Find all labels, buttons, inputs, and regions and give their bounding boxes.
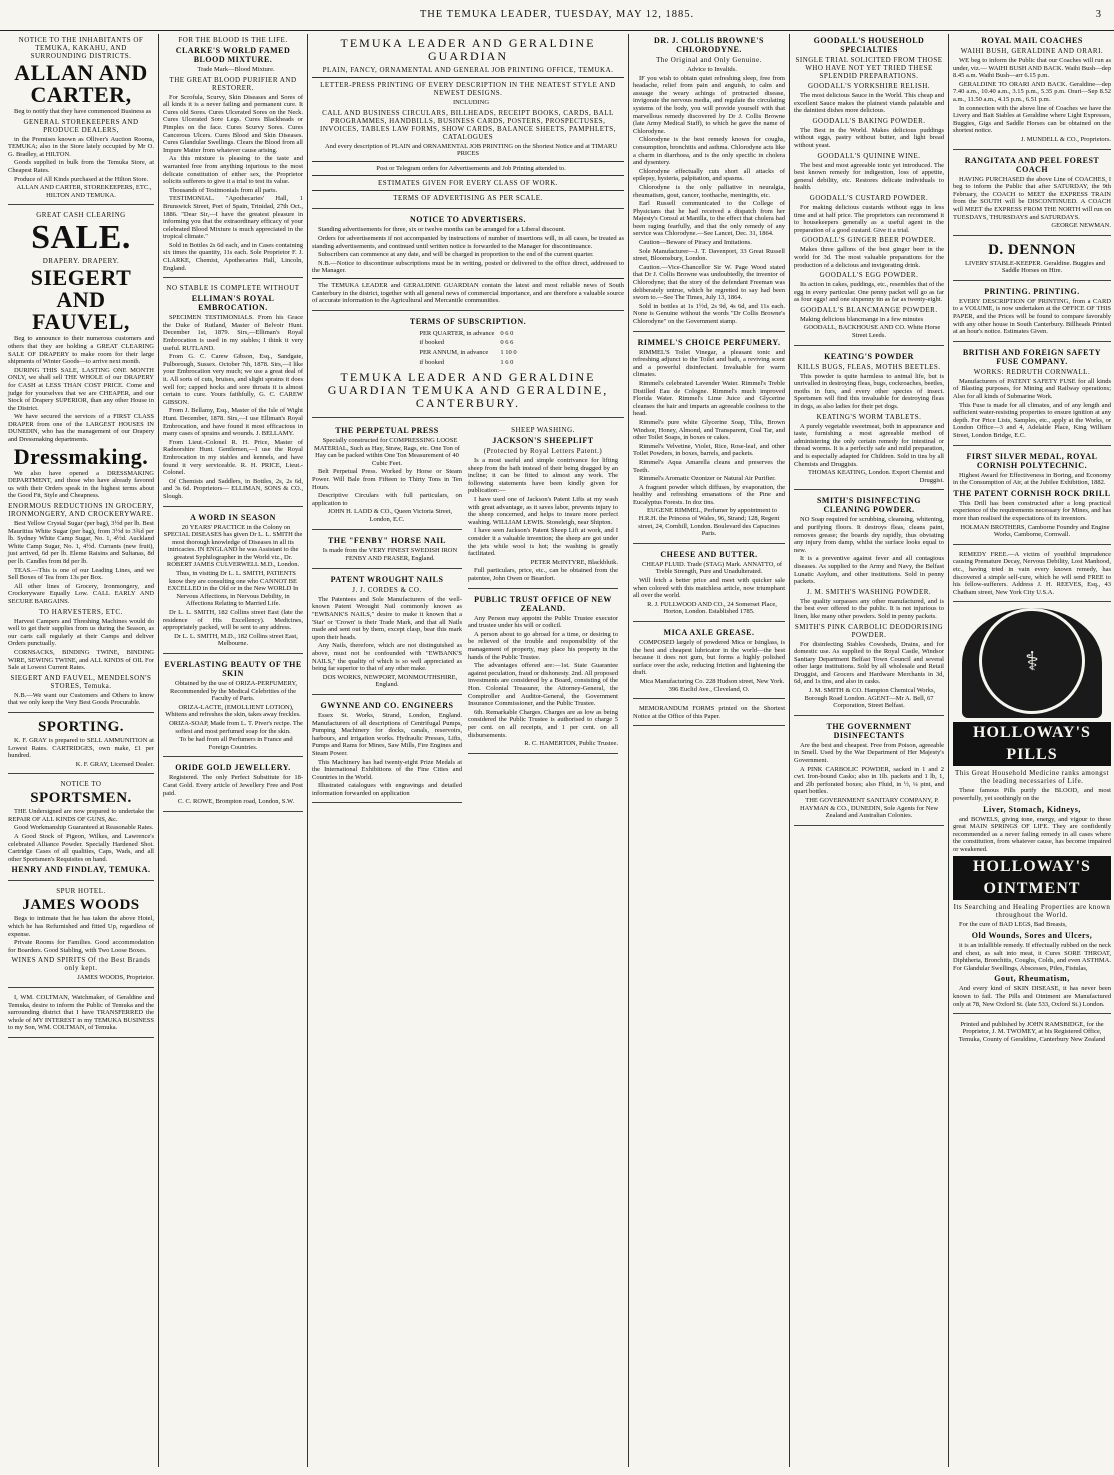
- ad-text: and BOWELS, giving tone, energy, and vigour to these great MAIN SPRINGS OF LIFE. They are confidently recommended as a never failing remedy in all cases where the constitution, from whatever cause, has become impaired or weakened.: [953, 815, 1111, 853]
- ad-text: For the cure of BAD LEGS, Bad Breasts,: [959, 921, 1067, 929]
- ad-text: ORIZA-LACTE, (EMOLLIENT LOTION), Whitens and refreshes the skin, takes away freckles.: [165, 703, 301, 719]
- clearing-sale-ad: [8, 211, 154, 713]
- ad-title: HOLLOWAY'S PILLS: [953, 722, 1111, 766]
- ad-text: Any Person may appoint the Public Trustee executor and trustee under his will or codicil.: [468, 614, 618, 630]
- ad-text: Chlorodyne effectually cuts short all attacks of epilepsy, hysteria, palpitation, and spasms.: [633, 167, 785, 183]
- rangitata-coach-ad: [953, 156, 1111, 236]
- chlorodyne-ad: [633, 36, 785, 332]
- allan-carter-ad: [8, 36, 154, 205]
- table-cell: PER ANNUM, in advance: [419, 348, 489, 356]
- ad-signature: HENRY AND FINDLAY, TEMUKA.: [11, 865, 151, 875]
- ad-text: LIVERY STABLE-KEEPER. Geraldine. Buggies and Saddle Horses on Hire.: [964, 259, 1106, 275]
- remedy-free-ad: [953, 551, 1111, 603]
- divider: [312, 278, 624, 279]
- ad-text: Illustrated catalogues with engravings and detailed information forwarded on application: [312, 782, 462, 797]
- ad-subheading: ESTIMATES GIVEN FOR EVERY CLASS OF WORK.: [377, 179, 559, 188]
- ad-text: Its action in cakes, puddings, etc., resembles that of the egg in every particular. One penny packet will go as far as four eggs! and one sixpenny tin as far as twenty-eight.: [794, 281, 944, 304]
- ad-subheading: This Great Household Medicine ranks amongst the leading necessaries of Life.: [955, 769, 1109, 786]
- ad-text: The Best in the World. Makes delicious puddings without eggs, pastry without butter, and light bread without yeast.: [794, 126, 944, 149]
- ad-title: TERMS OF SUBSCRIPTION.: [409, 316, 527, 326]
- ad-text: A person about to go abroad for a time, or desiring to be relieved of the trouble and responsibility of the management of property, may place his property in the hands of the Public Trustee.: [468, 630, 618, 661]
- memorandum-forms-ad: [633, 705, 785, 726]
- ad-signature: FENBY AND FRASER, England.: [345, 555, 435, 563]
- ad-title: JACKSON'S SHEEPLIFT: [492, 436, 594, 446]
- ad-text: The advantages offered are:—1st. State Guarantee against peculation, fraud or dishonesty. 2nd. All proposed investments are considered by a Board, consisting of the Hon. Colonial Treasurer, the Attorney-General, the Comptroller and Auditor-General, the Government Insurance Commissioner, and the Public Trustee.: [468, 662, 618, 708]
- ad-text: Any Nails, therefore, which are not distinguished as above, must not be confounded with "EWBANK'S NAILS," the quality of which is so well appreciated as being far superior to that of any other make.: [312, 642, 462, 673]
- ad-subheading: GOODALL'S YORKSHIRE RELISH.: [807, 82, 931, 90]
- ad-text: THE Undersigned are now prepared to undertake the REPAIR OF ALL KINDS OF GUNS, &c.: [8, 808, 154, 823]
- sporting-ad: [8, 719, 154, 774]
- ad-signature: THOMAS KEATING, London. Export Chemist and Druggist.: [808, 469, 944, 484]
- goodalls-specialties-ad: [794, 36, 944, 346]
- ad-text: Good Workmanship Guaranteed at Reasonable Rates.: [14, 824, 154, 832]
- ad-subheading: J. J. CORDES & CO.: [352, 585, 422, 594]
- ad-subheading: WINES AND SPIRITS Of the Best Brands only kept.: [11, 956, 151, 973]
- ad-text: INCLUDING: [452, 99, 490, 106]
- ad-text: NO Soap required for scrubbing, cleansing, whitening, and purifying floors. It destroys fleas, cleans paint, removes grease; the boards dry rapidly, thus obviating any injury from damp, whilst the surface looks equal to new.: [794, 516, 944, 554]
- ad-title: PRINTING. PRINTING.: [984, 286, 1080, 296]
- ad-text: From G. C. Carew Gibson, Esq., Sandgate, Pulborough, Sussex. October 7th, 1878. Sirs,—I like your Embrocation very much; we use a great deal of it. All sorts of cuts, bruises, and slight sprains it does well for; capped hocks and sore throats it is almost certain to cure. Yours faithfully, G. C. CAREW GIBSON.: [163, 353, 303, 406]
- ad-title: A WORD IN SEASON: [190, 512, 276, 522]
- ad-signature: GEORGE NEWMAN.: [1051, 222, 1111, 230]
- safety-fuse-ad: [953, 348, 1111, 446]
- ad-heading: NOTICE TO: [60, 780, 102, 789]
- ad-text: Descriptive Circulars with full particulars, on application to: [312, 492, 462, 507]
- ad-subheading: LETTER-PRESS PRINTING OF EVERY DESCRIPTION IN THE NEATEST STYLE AND NEWEST DESIGNS.: [320, 81, 616, 97]
- ad-text: To be had from all Perfumers in France and Foreign Countries.: [179, 736, 293, 751]
- ad-text: Dr L. L. SMITH, 182 Collins street East (late the residence of His Excellency). Medicines, appropriately packed, will be sent to any address.: [163, 609, 303, 632]
- ad-signature: TEMUKA LEADER AND GERALDINE GUARDIAN TEMUKA AND GERALDINE, CANTERBURY.: [327, 370, 609, 411]
- ad-text: TEAS.—This is one of our Leading Lines, and we Sell Boxes of Tea from 13s per Box.: [8, 566, 154, 582]
- ad-text: The quality surpasses any other manufactured, and is the best ever offered to the public. It is not injurious to linen, like many other powders. Sold in penny packets.: [794, 597, 944, 620]
- sportsmen-ad: [8, 780, 154, 881]
- ad-signature: JAMES WOODS, Proprietor.: [77, 974, 154, 982]
- ad-subheading: GOODALL'S QUININE WINE.: [817, 151, 921, 160]
- ad-title: SALE.: [31, 219, 131, 257]
- ad-text: CORNSACKS, BINDING TWINE, BINDING WIRE, SEWING TWINE, and ALL KINDS of OIL For Sale at Lowest Current Rates.: [8, 648, 154, 672]
- columns: [4, 34, 1110, 1467]
- ad-subheading: GOODALL'S CUSTARD POWDER.: [809, 193, 929, 202]
- ad-text: Beg to announce to their numerous customers and others that they are holding a GREAT CLEARING SALE OF DRAPERY to make room for their large shipments of Winter Goods—to arrive next month.: [8, 335, 154, 366]
- ad-text: For disinfecting Stables Cowsheds, Drains, and for domestic use. As supplied to the Royal Castle, Windsor Sanitary Department Belfast Town Council and several other large institutions. Sold by all wholesale and Retail Druggist, and Grocers and Hardware Merchants in 3d, 6d, and 1s tins, and also in casks.: [794, 640, 944, 686]
- ad-text: Orders for advertisements if not accompanied by instructions of number of insertions will, in all cases, be treated as standing advertisements, and continued until written notice is forwarded to the Manager for discontinuance.: [312, 234, 624, 250]
- terms-of-subscription: [312, 317, 624, 418]
- ad-title: FIRST SILVER MEDAL, ROYAL CORNISH POLYTECHNIC.: [966, 451, 1098, 470]
- ad-signature: Mica Manufacturing Co. 228 Hudson street, New York. 396 Euclid Ave., Cleveland, O.: [639, 677, 785, 693]
- ad-text: Caution—Beware of Piracy and Imitations.: [639, 239, 752, 247]
- ad-text: Of Chemists and Saddlers, in Bottles, 2s, 2s 6d, and 3s 6d. Proprietors— ELLIMAN, SONS & CO., Slough.: [163, 477, 303, 500]
- ad-signature: EUGENE RIMMEL, Perfumer by appointment to H.R.H. the Princess of Wales, 96, Strand; 128, Regent street, 24, Cornhill, London. Boulevard des Capucines Paris.: [638, 507, 780, 538]
- column-3-split: [312, 424, 624, 809]
- coltman-ad: [8, 994, 154, 1038]
- ad-text: The most delicious Sauce in the World. This cheap and excellent Sauce makes the plainest viands palatable and the daintiest dishes more delicious.: [794, 92, 944, 115]
- ad-title: JAMES WOODS: [22, 897, 140, 914]
- ad-text: ORIZA-SOAP, Made from L. T. Piver's recipe. The softest and most perfumed soap for the skin.: [169, 719, 303, 735]
- ad-signature: ALLAN AND CARTER, STOREKEEPERS, ETC., HILTON AND TEMUKA.: [16, 184, 152, 199]
- royal-mail-coaches-ad: [953, 36, 1111, 150]
- ad-text: A purely vegetable sweetmeat, both in appearance and taste, furnishing a most agreeable method of administering the only certain remedy for intestinal or thread worms. It is a perfectly safe and mild preparation, and is especially adapted for Children. Sold in tins by all Chemists and Druggists.: [794, 422, 944, 468]
- ad-text: in the Premises known as Olliver's Auction Rooms, TEMUKA; also in the Store lately occupied by Mr O. G. Bradley, at HILTON.: [8, 135, 154, 158]
- ad-text: Obtained by the use of ORIZA-PERFUMERY, Recommended by the Medical Celebrities of the Faculty of Paris.: [170, 680, 297, 703]
- ad-text: And every description of PLAIN and ORNAMENTAL JOB PRINTING on the Shortest Notice and at TIMARU PRICES: [324, 142, 618, 158]
- ad-title: THE PERPETUAL PRESS: [335, 426, 439, 436]
- ad-text: As this mixture is pleasing to the taste and warranted free from anything injurious to the most delicate constitution of either sex, the Proprietor solicits sufferers to give it a trial to test its value.: [163, 155, 303, 186]
- ad-title: DR. J. COLLIS BROWNE'S CHLORODYNE.: [654, 36, 764, 54]
- rimmel-perfumery-ad: [633, 338, 785, 544]
- ad-title: ROYAL MAIL COACHES: [981, 36, 1083, 45]
- imprint: Printed and published by JOHN RAMSBIDGE, for the Proprietor, J. M. TWOMEY, at his Registered Office, Temuka, County of Geraldine, Canterbury New Zealand: [958, 1020, 1106, 1043]
- ad-text: Rimmel's Aromatic Ozonizer or Natural Air Purifier.: [639, 475, 776, 483]
- ad-subheading: The Original and Only Genuine.: [656, 56, 762, 64]
- ad-subheading: (Protected by Royal Letters Patent.): [483, 447, 603, 456]
- ad-title: RIMMEL'S CHOICE PERFUMERY.: [637, 337, 781, 347]
- ad-text: Standing advertisements for three, six or twelve months can be arranged for a Liberal discount.: [318, 226, 566, 234]
- smiths-powder-ad: [794, 496, 944, 715]
- ad-text: Rimmel's celebrated Lavender Water. Rimmel's Treble Distilled Eau de Cologne. Rimmel's much improved Florida Water. Rimmel's Lime Juice and Glycerine cleanses the hair and imparts an agreeable coolness to the head.: [633, 379, 785, 418]
- ad-text: For Scrofula, Scurvy, Skin Diseases and Sores of all kinds it is a never failing and permanent cure. It Cures old Sores. Cures Ulcerated Sores on the Neck. Cures Ulcerated Sore Legs. Cures Blackheads or Pimples on the face. Cures Scurvy Sores. Cures Cancerous Ulcers. Cures Blood and Skin Diseases. Cures Glandular Swellings. Clears the Blood from all Impure Matter from whatever cause arising.: [163, 93, 303, 154]
- ad-text: K. F. GRAY is prepared to SELL AMMUNITION at Lowest Rates. CARTRIDGES, own make, £1 per hundred.: [8, 736, 154, 760]
- table-row: [417, 359, 518, 367]
- ad-text: Thousands of Testimonials from all parts.: [169, 186, 278, 194]
- ad-title: MICA AXLE GREASE.: [663, 628, 755, 637]
- table-cell: PER QUARTER, in advance: [419, 329, 495, 337]
- ad-text: These famous Pills purify the BLOOD, and most powerfully, yet soothingly on the: [953, 787, 1111, 802]
- fenby-horse-nail-ad: [312, 536, 462, 569]
- cheese-butter-ad: [633, 550, 785, 622]
- ad-title: NOTICE TO ADVERTISERS.: [409, 215, 526, 225]
- ad-text: All other lines of Grocery, Ironmongery, and Crockeryware Equally Low. CALL EARLY AND SECURE BARGAINS.: [8, 582, 154, 605]
- column-3: [308, 34, 629, 1467]
- table-cell: 0 6 0: [500, 329, 514, 337]
- ad-text: I have used one of Jackson's Patent Lifts at my wash with great advantage, as it saves labor, prevents injury to the sheep concerned, and helps to insure more perfect washing. WILLIAM LEWIS. Stoneleigh, near Shipton.: [468, 496, 618, 526]
- ad-text: It is a preventive against fever and all contagious diseases. As supplied to the Army and Navy, the Belfast Lunatic Asylum, and other institutions. Sold in penny packets.: [794, 555, 944, 586]
- public-trust-office-ad: [468, 595, 618, 754]
- ad-subheading: GOODALL'S EGG POWDER.: [819, 271, 919, 280]
- ad-text: Manufacturers of PATENT SAFETY FUSE for all kinds of Blasting purposes, for Mining and Railway operations; Also for all kinds of Submarine Work.: [953, 377, 1111, 401]
- divider: [312, 190, 624, 191]
- ad-title: RANGITATA AND PEEL FOREST COACH: [964, 155, 1100, 174]
- ad-text: Rimmel's pure white Glycerine Soap, Tilia, Brown Windsor, Honey, Almond, and Transparent, Coal Tar, and other Toilet Soaps, in boxes or cakes.: [633, 418, 785, 442]
- ad-text: Rimmel's Aqua Amarella cleans and preserves the Teeth.: [633, 458, 785, 474]
- ad-text: Sold in Bottles 2s 6d each, and in Cases containing six times the quantity, 11s each. Sole Proprietor F. J. CLARKE, Chemist, Apothecaries Hall, Lincoln, England.: [163, 241, 303, 272]
- ad-text: From Lieut.-Colonel R. H. Price, Master of Radnorshire Hunt. Gentlemen,—I use the Royal Embrocation in my stables and kennels, and have found it very serviceable. R. H. PRICE, Lieut.-Colonel.: [163, 438, 303, 477]
- ad-text: COMPOSED largely of powdered Mica or Isinglass, is the best and cheapest lubricator in the world—the best because it does not gum, but forms a highly polished surface over the axle, reducing friction and lightening the draft.: [633, 639, 785, 677]
- perpetual-press-ad: [312, 426, 462, 530]
- ad-heading: FOR THE BLOOD IS THE LIFE.: [178, 36, 288, 44]
- ad-text: Beg to notify that they have commenced Business as: [14, 108, 152, 115]
- ad-title: PATENT WROUGHT NAILS: [330, 574, 444, 584]
- ad-title: TEMUKA LEADER AND GERALDINE GUARDIAN: [340, 36, 596, 63]
- ad-title: HOLLOWAY'S OINTMENT: [953, 856, 1111, 900]
- ad-signature: J. M. SMITH & CO. Hampton Chemical Works, Borough Road London. AGENT—Mr A. Bell, 67 Corporation, Street Belfast.: [804, 687, 936, 710]
- ad-subheading: Its Searching and Healing Properties are known throughout the World.: [953, 903, 1111, 920]
- column-5: [790, 34, 949, 1467]
- ad-title: ORIDE GOLD JEWELLERY.: [175, 763, 291, 773]
- ad-subheading: GOODALL'S BAKING POWDER.: [812, 116, 926, 125]
- masthead-title: THE TEMUKA LEADER, TUESDAY, MAY 12, 1885.: [419, 9, 695, 20]
- ad-subheading: GOODALL'S BLANCMANGE POWDER.: [800, 305, 938, 314]
- ad-text: Private Rooms for Families. Good accommodation for Boarders. Good Stabling, with Two Loose Boxes.: [8, 939, 154, 954]
- ad-text: I have seen Jackson's Patent Sheep Lift at work, and I consider it a valuable invention; the sheep are got under the jets while wool is hot; the washing is greatly facilitated.: [468, 527, 618, 558]
- ad-text: Chlorodyne is the only palliative in neuralgia, rheumatism, gout, cancer, toothache, meningitis, etc.: [633, 183, 785, 199]
- ad-text: Essex St. Works, Strand, London, England. Manufacturers of all descriptions of Centrifugal Pumps, Pumping Machinery for docks, canals, reservoirs, harbours, and irrigation works. Hydraulic Presses, Lifts, Pumps and Rams for Mines, Saw Mills, Fire Engines and Steam Power.: [312, 711, 462, 757]
- ad-text: Trade Mark—Blood Mixture.: [197, 66, 275, 73]
- rock-drill-ad: [953, 452, 1111, 545]
- ad-signature: HOLMAN BROTHERS, Camborne Foundry and Engine Works, Camborne, Cornwall.: [960, 523, 1110, 539]
- mica-axle-grease-ad: [633, 628, 785, 699]
- ad-subheading: KEATING'S WORM TABLETS.: [816, 412, 922, 421]
- ad-text: For making delicious custards without eggs in less time and at half price. The proprietors can recommend it to housekeepers generally as a useful agent in the preparation of a good custard. Give it a trial.: [794, 203, 944, 234]
- ad-subheading: WAIHI BUSH, GERALDINE AND ORARI.: [960, 47, 1104, 55]
- ad-text: A fragrant powder which diffuses, by evaporation, the healthy and refreshing emanations of the Pine and Eucalyptus Forests. In doz tins.: [633, 483, 785, 506]
- ad-title: SPORTSMEN.: [30, 790, 132, 807]
- ad-text: We have secured the services of a FIRST CLASS DRAPER from one of the LARGEST HOUSES IN DUNEDIN, who has the management of our Drapery and Dressmaking departments.: [8, 413, 154, 444]
- ad-text: This Drill has been constructed after a long practical experience of the requirements necessary for Mines, and has more than realised the expectations of its inventors.: [953, 499, 1111, 522]
- ad-subheading: PLAIN, FANCY, ORNAMENTAL AND GENERAL JOB PRINTING OFFICE, TEMUKA.: [322, 66, 614, 74]
- ad-text: EVERY DESCRIPTION OF PRINTING, from a CARD to a VOLUME, is now undertaken at the OFFICE OF THIS PAPER, and the Prices will be found to compare favorably with any other house in South Canterbury. Billheads Printed at an hour's notice. Estimates Given.: [953, 297, 1111, 336]
- ad-text: Thus, in visiting Dr L. L. SMITH, PATIENTS know they are consulting one who CANNOT BE EXCELLED in the Old or in the New WORLD In Nervous Affections, in Nervous Debility, in Affections Relating to Married Life.: [167, 570, 299, 608]
- ad-text: it is an infallible remedy. If effectually rubbed on the neck and chest, as salt into meat, it Cures SORE THROAT, Diphtheria, Bronchitis, Coughs, Colds, and even ASTHMA. For Glandular Swellings, Abscesses, Piles, Fistulas,: [953, 942, 1111, 972]
- divider: [312, 77, 624, 78]
- column-4: [629, 34, 790, 1467]
- job-printing-office-ad: [312, 37, 624, 209]
- ad-heading: NO STABLE IS COMPLETE WITHOUT: [166, 284, 300, 293]
- ad-text: This powder is quite harmless to animal life, but is unrivalled in destroying fleas, bugs, cockroaches, beetles, moths in furs, and every other species of insect. Sportsmen will find this invaluable for destroying fleas in dogs, as also ladies for their pet dogs.: [794, 372, 944, 411]
- ad-text: WE beg to inform the Public that our Coaches will run as under, viz.— WAIHI BUSH AND BACK. Waihi Bush—dep 8.45 a.m. Waihi Bush—arr 6.15 p.m.: [953, 57, 1111, 80]
- elliman-embrocation-ad: [163, 284, 303, 506]
- ad-title: GWYNNE AND CO. ENGINEERS: [320, 700, 454, 710]
- spur-hotel-ad: [8, 887, 154, 988]
- ad-subheading: GENERAL STOREKEEPERS AND PRODUCE DEALERS,: [23, 117, 139, 134]
- ad-title: SMITH'S DISINFECTING CLEANING POWDER.: [816, 496, 922, 515]
- ad-title: SPORTING.: [37, 718, 125, 735]
- gwynne-engineers-ad: [312, 701, 462, 804]
- ad-text: N.B.—Notice to discontinue subscriptions must be in writing, posted or delivered to the office direct, addressed to the Manager.: [312, 259, 624, 275]
- ad-text: In connection with the above line of Coaches we have the Livery and Bait Stables at Geraldine where Light Expresses, Buggies, Gigs and Saddle Horses can be obtained on the shortest notice.: [953, 104, 1111, 135]
- ad-text: We also have opened a DRESSMAKING DEPARTMENT, and those who have already favored us with their Orders speak in the highest terms about the Good Fit, Style and Cheapness.: [8, 469, 154, 500]
- ad-text: Full particulars, price, etc., can be obtained from the patentee, John Owen or Beanfort.: [468, 567, 618, 582]
- ad-title: EVERLASTING BEAUTY OF THE SKIN: [164, 660, 302, 678]
- ad-signature: C. C. ROWE, Brompton road, London, S.W.: [177, 798, 295, 806]
- column-6: [949, 34, 1114, 1467]
- ad-subheading: Old Wounds, Sores and Ulcers,: [971, 931, 1093, 941]
- ad-title: BRITISH AND FOREIGN SAFETY FUSE COMPANY.: [962, 347, 1102, 366]
- ad-signature: SIEGERT AND FAUVEL, MENDELSON'S STORES, Temuka.: [10, 673, 152, 690]
- government-disinfectants-ad: [794, 722, 944, 826]
- ad-subheading: DRAPERY. DRAPERY.: [42, 257, 120, 266]
- ad-subheading: SMITH'S PINK CARBOLIC DEODORISING POWDER.: [794, 622, 944, 639]
- livery-stable-ad: [953, 242, 1111, 281]
- printing-ad: [953, 287, 1111, 342]
- ad-text: 6th. Remarkable Charges. Charges are as low as being considered the Public Trustee is authorised to charge 5 per cent. on all receipts, and 1 per cent. on all disbursements.: [468, 708, 618, 739]
- ad-subheading: TERMS OF ADVERTISING AS PER SCALE.: [393, 194, 543, 203]
- ad-subheading: THE GREAT BLOOD PURIFIER AND RESTORER.: [169, 75, 297, 92]
- ad-text: Post or Telegram orders for Advertisements and Job Printing attended to.: [376, 164, 566, 172]
- ad-text: The best and most agreeable tonic yet introduced. The best known remedy for indigestion, loss of appetite, general debility, etc. Restores delicate individuals to health.: [794, 161, 944, 192]
- ad-text: Sold in bottles at 1s 1½d, 2s 9d, 4s 6d, and 11s each. None is Genuine without the words "Dr Collis Browne's Chlorodyne" on the Government stamp.: [633, 302, 785, 325]
- ad-text: Sole Manufacturer—J. T. Davenport, 33 Great Russell street, Bloomsbury, London.: [633, 247, 785, 263]
- ad-heading: GREAT CASH CLEARING: [36, 211, 126, 220]
- column-1: [4, 34, 159, 1467]
- ad-title: CLARKE'S WORLD FAMED BLOOD MIXTURE.: [175, 46, 291, 64]
- ad-subheading: J. M. SMITH'S WASHING POWDER.: [806, 587, 932, 596]
- ad-text: The TEMUKA LEADER and GERALDINE GUARDIAN contain the latest and most reliable news of South Canterbury in the district, together with all general news of commercial importance, and are therefore a valuable source of accurate information to the Agricultural and Mercantile communities.: [312, 281, 624, 305]
- notice-to-advertisers: [312, 215, 624, 310]
- ad-text: Harvest Campers and Threshing Machines would do well to get their supplies from us during the Season, as our carts call regularly at their Camps and deliver Orders punctually.: [8, 617, 154, 648]
- oriza-perfumery-ad: [163, 660, 303, 757]
- ad-text: N.B.—We want our Customers and Others to know that we only keep the Very Best Goods Procurable.: [8, 691, 154, 707]
- ad-signature: J. MUNDELL & CO., Proprietors.: [1020, 135, 1111, 143]
- ad-text: Registered. The only Perfect Substitute for 18-Carat Gold. Every article of Jewellery Free and Post paid.: [163, 774, 303, 797]
- ad-title: PUBLIC TRUST OFFICE OF NEW ZEALAND.: [474, 594, 612, 613]
- ad-text: Are the best and cheapest. Free from Poison, agreeable in Smell. Used by the War Department of Her Majesty's Government.: [794, 741, 944, 765]
- ad-signature: R. C. HAMERTON, Public Trustee.: [524, 740, 618, 748]
- ad-subheading: GOODALL'S GINGER BEER POWDER.: [801, 236, 937, 245]
- sheep-washing-ad: [468, 426, 618, 589]
- ad-text: Caution.—Vice-Chancellor Sir W. Page Wood stated that Dr J. Collis Browne was undoubtedly, the inventor of Chlorodyne; that the story of the defendant Freeman was deliberately untrue, which he regretted to say had been sworn to.—See The Times, July 13, 1864.: [633, 263, 785, 302]
- divider: [312, 161, 624, 162]
- ad-title: ALLAN AND CARTER,: [14, 60, 148, 107]
- ad-text: A Good Stock of Pigeon, Wilkes, and Lawrence's celebrated Alliance Powder. Specially Hardened Shot. Cartridge Cases of all qualities, Caps, Wads, and all other Sportsmen's Requisites on hand.: [8, 833, 154, 863]
- ad-text: A PINK CARBOLIC POWDER, sacked in 1 and 2 cwt. Iron-bound Casks; also in 1lb. packets and 1 lb, 1, and 2lb perforated boxes; also Fluid, in ½, ¼ pint, and quart bottles.: [794, 765, 944, 796]
- ad-text: GERALDINE TO ORARI AND BACK. Geraldine—dep 7.40 a.m., 10.40 a.m., 3.15 p.m., 5.35 p.m. Orari—Sep 8.52 a.m., 11.50 a.m., 4.15 p.m., 6.51 p.m.: [953, 80, 1111, 103]
- ad-text: TESTIMONIAL. "Apothecaries' Hall, 1 Brunswick Street, Port of Spain, Trinidad, 27th Oct., 1886. "Dear Sir,—I have the greatest pleasure in informing you that the extraordinary efficacy of your celebrated Blood Mixture is much appreciated in the tropical climate.": [163, 195, 303, 241]
- ad-text: IF you wish to obtain quiet refreshing sleep, free from headache, relief from pain and anguish, to calm and assuage the weary achings of protracted disease, invigorate the nervous media, and regulate the circulating systems of the body, you will provide yourself with that marvellous remedy discovered by Dr J. Collis Browne (late Army Medical Staff), to which he gave the name of Chlorodyne.: [633, 74, 785, 135]
- ad-signature: PETER McINTYRE, Blackbluik.: [530, 558, 618, 566]
- ad-subheading: Liver, Stomach, Kidneys,: [983, 804, 1081, 814]
- ad-title: Dressmaking.: [13, 443, 149, 469]
- table-row: [417, 330, 518, 338]
- table-cell: if booked: [419, 358, 445, 366]
- ad-signature: K. F. GRAY, Licensed Dealer.: [75, 760, 154, 768]
- ad-heading: NOTICE TO THE INHABITANTS OF TEMUKA, KAKAHU, AND SURROUNDING DISTRICTS.: [18, 36, 144, 60]
- ad-text: From J. Bellamy, Esq., Master of the Isle of Wight Hunt. December, 1878. Sirs,—I use Elliman's Royal Embrocation, and have found it most efficacious in many cases of sprains and wounds. J. BELLAMY.: [163, 407, 303, 438]
- ad-heading: SHEEP WASHING.: [511, 426, 575, 435]
- ad-text: Is made from the VERY FINEST SWEDISH IRON: [322, 546, 458, 554]
- ad-text: This Fuse is made for all climates, and of any length and sufficient water-resisting properties to ensure ignition at any depth. For Price Lists, Samples, etc., apply at the Works, or London Office—3 and 4, Adelaide Place, King William Street, London Bridge, E.C.: [953, 401, 1111, 439]
- ad-title: GOODALL'S HOUSEHOLD SPECIALTIES: [813, 36, 925, 54]
- ad-text: This Machinery has had twenty-eight Prize Medals at the International Exhibitions of the Fine Cities and Countries in the World.: [312, 758, 462, 781]
- table-row: [417, 349, 518, 357]
- ad-text: CHEAP FLUID. Trade (STAG) Mark. ANNATTO, of Treble Strength, Pure and Unadulterated.: [641, 560, 783, 576]
- ad-text: Highest Award for Effectiveness in Boring, and Economy in the Consumption of Air, at the Jubilee Exhibition, 1882.: [953, 471, 1111, 487]
- seal-emblem-icon: ⚕: [979, 608, 1085, 714]
- ad-text: MEMORANDUM FORMS printed on the Shortest Notice at the Office of this Paper.: [633, 705, 785, 720]
- ad-title: THE GOVERNMENT DISINFECTANTS: [826, 721, 912, 740]
- table-cell: 1 10 0: [500, 348, 517, 356]
- ad-text: Begs to intimate that he has taken the above Hotel, which he has Refurnished and fitted Up, regardless of expense.: [8, 915, 154, 938]
- ad-subheading: SINGLE TRIAL SOLICITED FROM THOSE WHO HAVE NOT YET TRIED THESE SPLENDID PREPARATIONS.: [795, 56, 943, 80]
- ad-signature: THE GOVERNMENT SANITARY COMPANY, P. HAYMAN & CO., DUNEDIN, Sole Agents for New Zealand and Australian Colonies.: [799, 797, 939, 820]
- subscription-table: [415, 328, 520, 368]
- ad-text: Earl Russell communicated to the College of Physicians that he had received a dispatch from her Majesty's Consul at Manilla, to the effect that cholera had been raging fearfully, and that the only remedy of any service was Chlorodyne.—See Lancet, Dec. 31, 1864.: [633, 200, 785, 238]
- ad-text: Making delicious blancmange in a few minutes: [800, 315, 924, 323]
- ad-title: THE "FENBY" HORSE NAIL: [328, 535, 446, 545]
- ad-title: THE PATENT CORNISH ROCK DRILL: [953, 488, 1111, 498]
- table-cell: if booked: [419, 339, 445, 347]
- ad-text: REMEDY FREE.—A victim of youthful imprudence causing Premature Decay, Nervous Debility, Lost Manhood, etc., having tried in vain every known remedy, has discovered a simple self-cure, which he will send FREE to his fellow-sufferers. Address J. H. REEVES, Esq., 43 Chatham street, New York City U.S.A.: [953, 550, 1111, 596]
- ad-heading: SPUR HOTEL.: [56, 887, 106, 896]
- column-2: [159, 34, 308, 1467]
- holloway-seal-logo: [962, 608, 1102, 718]
- keatings-powder-ad: [794, 352, 944, 491]
- ad-subheading: WORKS: REDRUTH CORNWALL.: [973, 367, 1091, 376]
- ad-signature: Dr L. L. SMITH, M.D., 182 Collins street East, Melbourne.: [174, 632, 298, 648]
- ad-text: Is a most useful and simple contrivance for lifting sheep from the bath instead of their being dragged by an incline; it can be fitted to almost any work. The following statements have been kindly given for publication:—: [468, 457, 618, 495]
- ad-text: Goods supplied in bulk from the Temuka Store, at Cheapest Rates.: [8, 159, 154, 174]
- clarkes-blood-mixture-ad: [163, 36, 303, 278]
- ad-title: CHEESE AND BUTTER.: [660, 549, 758, 559]
- patent-wrought-nails-ad: [312, 575, 462, 695]
- ad-text: 20 YEARS' PRACTICE in the Colony on SPECIAL DISEASES has given Dr L. L. SMITH the most thorough knowledge of Diseases in all its intricacies. IN ENGLAND he was Assistant to the greatest Syphilographer in the World viz., Dr. ROBERT JAMES CULVERWELL M.D., London.: [163, 523, 303, 569]
- ad-text: Makes three gallons of the best ginger beer in the world for 3d. The most valuable preparations for the production of a delicious and invigorating drink.: [794, 246, 944, 269]
- oride-jewellery-ad: [163, 763, 303, 811]
- ad-text: SPECIMEN TESTIMONIALS. From his Grace the Duke of Rutland, Master of Belvoir Hunt. December 1st, 1879. Sirs,—Elliman's Royal Embrocation is used in my stables; I think it very useful. RUTLAND.: [163, 314, 303, 352]
- divider: [312, 175, 624, 176]
- ad-text: RIMMEL'S Toilet Vinegar, a pleasant tonic and refreshing adjunct to the Toilet and bath, a reviving scent and a powerful disinfectant. Invaluable for warm climates.: [633, 348, 785, 379]
- ad-text: Subscribers can commence at any date, and will be charged in proportion to the end of the current quarter.: [318, 251, 594, 259]
- ad-signature: GOODALL, BACKHOUSE AND CO. White Horse Street Leeds.: [803, 324, 941, 340]
- table-cell: 1 6 0: [500, 358, 514, 366]
- ad-title: ELLIMAN'S ROYAL EMBROCATION.: [191, 294, 275, 313]
- ad-subheading: TO HARVESTERS, ETC.: [39, 607, 123, 616]
- ad-text: Advice to Invalids.: [687, 66, 737, 73]
- ad-subheading: Gout, Rheumatism,: [994, 974, 1070, 984]
- ad-text: I, WM. COLTMAN, Watchmaker, of Geraldine and Temuka, desire to inform the Public of Temuka and the surrounding district that I have TRANSFERRED the whole of MY INTEREST in my TEMUKA BUSINESS to my Son, WM. COLTMAN, of Temuka.: [8, 994, 154, 1032]
- table-cell: 0 6 6: [500, 339, 514, 347]
- table-row: [417, 339, 518, 347]
- ad-text: HAVING PURCHASED the above Line of COACHES, I beg to inform the Public that after SATURDAY, the 9th February, the COACH to MEET the EXPRESS TRAIN from the SOUTH will be DISCONTINUED. A COACH will MEET the EXPRESS FROM THE NORTH will run on TUESDAYS, THURSDAYS and SATURDAYS.: [953, 175, 1111, 221]
- ad-text: Will fetch a better price and meet with quicker sale when colored with this matchless article, now triumphant all over the world.: [633, 577, 785, 600]
- ad-title: SIEGERT AND FAUVEL,: [30, 265, 132, 335]
- ad-text: Rimmel's Velvetine, Violet, Rice, Rose-leaf, and other Toilet Powders, in boxes, barrels, and packets.: [633, 442, 785, 458]
- column-3-left: [312, 424, 462, 809]
- ad-signature: DOS WORKS, NEWPORT, MONMOUTHSHIRE, England.: [322, 673, 458, 689]
- ad-title: KEATING'S POWDER: [824, 351, 914, 361]
- column-3-right: [468, 424, 618, 809]
- masthead: [0, 0, 1114, 31]
- ad-text: Produce of All Kinds purchased at the Hilton Store.: [14, 175, 149, 183]
- ad-text: The Patentees and Sole Manufacturers of the well-known Patent Wrought Nail commonly known as "EWBANK'S NAILS," desire to make it known that a 'Star' or 'Crown' is their Trade Mark, and that all Nails made and sent out by them, except clasp, bear this mark upon their heads.: [312, 595, 462, 641]
- ad-text: Chlorodyne is the best remedy known for coughs, consumption, bronchitis and asthma. Chlorodyne acts like a charm in diarrhoea, and is the only specific in cholera and dysentery.: [633, 136, 785, 167]
- ad-subheading: ENORMOUS REDUCTIONS IN GROCERY, IRONMONGERY, AND CROCKERYWARE.: [8, 502, 154, 519]
- ad-text: Best Yellow Crystal Sugar (per bag), 3½d per lb. Best Mauritius White Sugar (per bag), from 3½d to 3¾d per lb. Sydney White Camp Sugar, No. 1, 4½d. Auckland White Camp Sugar, No. 1, 4½d. Currants (new fruit), just arrived, 6d per lb. Eleme Raisins and Sultanas, 8d per lb. Candles from 8d per lb.: [8, 520, 154, 565]
- ad-text: And every kind of SKIN DISEASE, it has never been known to fail. The Pills and Ointment are Manufactured only at 78, New Oxford St. (late 533, Oxford St.) London.: [953, 985, 1111, 1008]
- ad-signature: R. J. FULLWOOD AND CO., 24 Somerset Place, Horton, London. Established 1785.: [647, 600, 777, 616]
- ad-text: Specially constructed for COMPRESSING LOOSE MATERIAL, Such as Hay, Straw, Rags, etc. One Ton of Hay can be packed within One Ton Measurement of 40 Cubic Feet.: [314, 437, 460, 467]
- ad-subheading: KILLS BUGS, FLEAS, MOTHS BEETLES.: [797, 362, 941, 371]
- ad-title: D. DENNON: [988, 241, 1076, 258]
- word-in-season-ad: [163, 513, 303, 655]
- ad-text: Belt Perpetual Press. Worked by Horse or Steam Power. Will Bale from Fifteen to Thirty Tons in Ten Hours.: [312, 468, 462, 491]
- ad-subheading: CALL AND BUSINESS CIRCULARS, BILLHEADS, RECEIPT BOOKS, CARDS, BALL PROGRAMMES, HANDBILLS, BUSINESS CARDS, POSTERS, PROSPECTUSES, INVOICES, TABLES LAW FORMS, SHOW CARDS, BALANCE SHEETS, PAMPHLETS, CATALOGUES: [320, 108, 616, 141]
- ad-text: DURING THIS SALE, LASTING ONE MONTH ONLY, we shall sell THE WHOLE of our DRAPERY for CASH at LESS THAN COST PRICE. Come and judge for yourselves that we are CHEAPER, and our Stock of Drapery SUPERIOR, than any other House in the District.: [8, 366, 154, 412]
- ad-signature: JOHN H. LADD & CO., Queen Victoria Street, London, E.C.: [327, 508, 453, 524]
- page-number: 3: [1095, 9, 1102, 20]
- holloways-ad: [953, 608, 1111, 1014]
